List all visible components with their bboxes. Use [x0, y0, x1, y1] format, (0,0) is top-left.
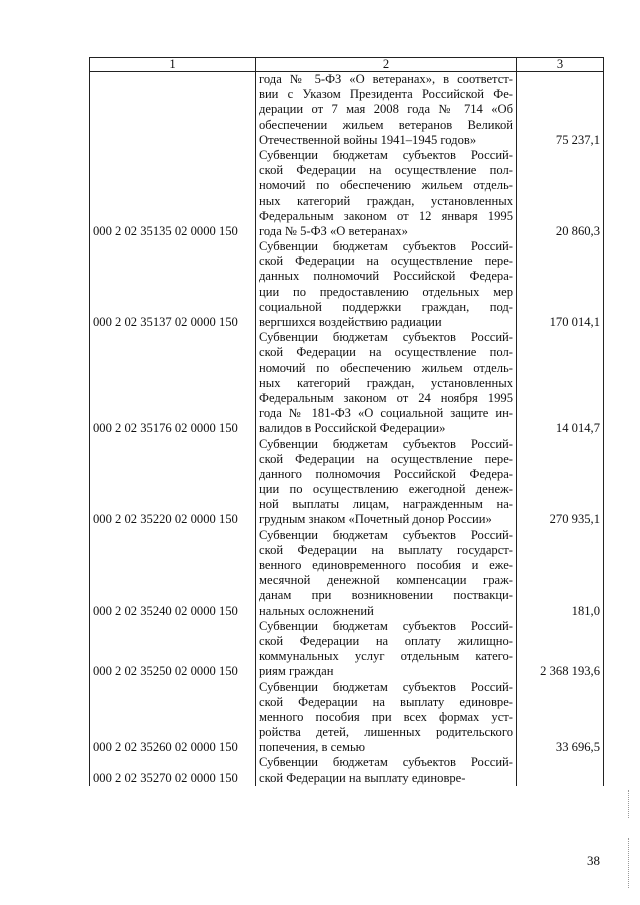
table-row [90, 528, 604, 619]
description-line: ных категорий граждан, установленных [259, 193, 513, 208]
header-col-2: 2 [256, 58, 517, 72]
budget-item-description [256, 619, 517, 680]
description-line: Субвенции бюджетам субъектов Россий- [259, 436, 513, 451]
description-line: Субвенции бюджетам субъектов Россий- [259, 679, 513, 694]
budget-code: 000 2 02 35270 02 0000 150 [90, 755, 256, 785]
budget-item-description [256, 330, 517, 436]
amount-value: 170 014,1 [517, 239, 604, 330]
description-line: данных полномочий Российской Федера- [259, 269, 513, 284]
description-line: обеспечении жильем ветеранов Великой [259, 117, 513, 132]
table-body [90, 72, 604, 786]
budget-item-description [256, 239, 517, 330]
page-number: 38 [587, 853, 600, 868]
description-line: ской Федерации на осуществление пол- [259, 163, 513, 178]
budget-code: 000 2 02 35240 02 0000 150 [90, 528, 256, 619]
budget-item-description [256, 72, 517, 148]
header-row [90, 58, 604, 72]
description-line: ройства детей, лишенных родительского [259, 725, 513, 740]
budget-item-description [256, 528, 517, 619]
description-line: Субвенции бюджетам субъектов Россий- [259, 147, 513, 162]
description-line: социальной поддержки граждан, под- [259, 299, 513, 314]
budget-code: 000 2 02 35260 02 0000 150 [90, 680, 256, 756]
budget-code: 000 2 02 35176 02 0000 150 [90, 330, 256, 436]
amount-value [517, 755, 604, 785]
budget-item-description [256, 148, 517, 239]
scan-edge-mark [628, 790, 630, 818]
description-line: грудным знаком «Почетный донор России» [259, 512, 492, 527]
description-line: Субвенции бюджетам субъектов Россий- [259, 755, 513, 770]
description-line: данного полномочия Российской Федера- [259, 466, 513, 481]
description-line: номочий по обеспечению жильем отдель- [259, 178, 513, 193]
description-line: Федеральным законом от 24 ноября 1995 [259, 390, 513, 405]
description-line: ской Федерации на осуществление пере- [259, 451, 513, 466]
budget-code [90, 72, 256, 148]
description-line: нальных осложнений [259, 603, 374, 618]
budget-item-description [256, 437, 517, 528]
description-line: ции по предоставлению отдельных мер [259, 284, 513, 299]
description-line: ной выплаты лицам, награжденным на- [259, 497, 513, 512]
description-line: Субвенции бюджетам субъектов Россий- [259, 527, 513, 542]
description-line: вии с Указом Президента Российской Фе- [259, 87, 513, 102]
description-line: ской Федерации на выплату государст- [259, 542, 513, 557]
description-line: ской Федерации на выплату единовре- [259, 770, 466, 785]
scan-edge-mark [628, 838, 630, 888]
description-line: риям граждан [259, 664, 334, 679]
description-line: Федеральным законом от 12 января 1995 [259, 208, 513, 223]
description-line: венного единовременного пособия и еже- [259, 558, 513, 572]
table-row [90, 680, 604, 756]
description-line: месячной денежной компенсации граж- [259, 573, 513, 588]
description-line: данам при возникновении поствакци- [259, 588, 513, 603]
description-line: года № 5-ФЗ «О ветеранах», в соответст- [259, 72, 513, 86]
header-col-3: 3 [517, 58, 604, 72]
budget-table [89, 57, 604, 786]
budget-code: 000 2 02 35137 02 0000 150 [90, 239, 256, 330]
description-line: ской Федерации на осуществление пол- [259, 345, 513, 360]
table-row [90, 437, 604, 528]
budget-code: 000 2 02 35220 02 0000 150 [90, 437, 256, 528]
description-line: ции по осуществлению ежегодной денеж- [259, 482, 513, 497]
description-line: коммунальных услуг отдельным катего- [259, 649, 513, 664]
budget-item-description [256, 755, 517, 785]
description-line: Субвенции бюджетам субъектов Россий- [259, 618, 513, 633]
amount-value: 75 237,1 [517, 72, 604, 148]
description-line: Субвенции бюджетам субъектов Россий- [259, 330, 513, 345]
description-line: ской Федерации на оплату жилищно- [259, 633, 513, 648]
description-line: года № 181-ФЗ «О социальной защите ин- [259, 406, 513, 421]
amount-value: 33 696,5 [517, 680, 604, 756]
amount-value: 181,0 [517, 528, 604, 619]
amount-value: 270 935,1 [517, 437, 604, 528]
description-line: ской Федерации на выплату единовре- [259, 694, 513, 709]
amount-value: 2 368 193,6 [517, 619, 604, 680]
header-col-1: 1 [90, 58, 256, 72]
description-line: года № 5-ФЗ «О ветеранах» [259, 223, 408, 238]
budget-code: 000 2 02 35135 02 0000 150 [90, 148, 256, 239]
description-line: дерации от 7 мая 2008 года № 714 «Об [259, 102, 513, 117]
amount-value: 14 014,7 [517, 330, 604, 436]
description-line: менного пособия при всех формах уст- [259, 709, 513, 724]
budget-item-description [256, 680, 517, 756]
description-line: номочий по обеспечению жильем отдель- [259, 360, 513, 375]
description-line: ской Федерации на осуществление пере- [259, 254, 513, 269]
table-row [90, 619, 604, 680]
table-row [90, 330, 604, 436]
description-line: валидов в Российской Федерации» [259, 421, 446, 436]
description-line: вергшихся воздействию радиации [259, 315, 442, 329]
table-row [90, 755, 604, 785]
description-line: ных категорий граждан, установленных [259, 375, 513, 390]
table-row [90, 239, 604, 330]
description-line: Отечественной войны 1941–1945 годов» [259, 132, 477, 147]
description-line: попечения, в семью [259, 740, 366, 755]
table-row [90, 72, 604, 148]
amount-value: 20 860,3 [517, 148, 604, 239]
budget-code: 000 2 02 35250 02 0000 150 [90, 619, 256, 680]
table-row [90, 148, 604, 239]
description-line: Субвенции бюджетам субъектов Россий- [259, 239, 513, 254]
